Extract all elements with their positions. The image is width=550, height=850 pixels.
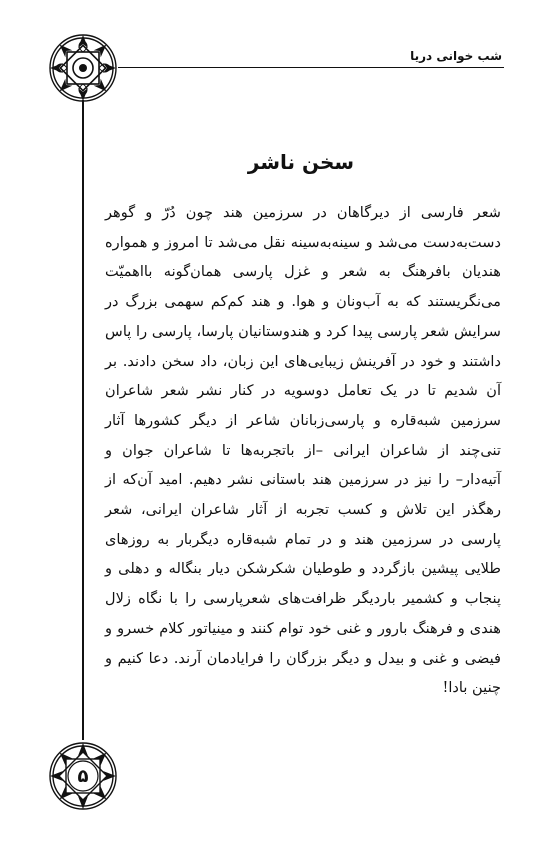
body-paragraph: شعر فارسی از دیرگاهان در سرزمین هند چون دُرّ و گوهر دست‌به‌دست می‌شد و سینه‌به‌سینه نقل می‌شد تا امروز و همواره هندیان بافرهنگ به شعر و غزل پارسی همان‌گونه بااهمیّت می‌نگریستند که به آب‌ونان و هوا. و هند کم‌کم سهمی بزرگ در سرایش شعر پارسی پیدا کرد و هندوستانیان پارسا، پارسی را پاس داشتند و خود در آفرینش زیبایی‌های این زبان، داد سخن دادند. بر آن شدیم تا در یک تعامل دوسویه در کنار نشر شعر شاعران سرزمین شبه‌قاره و پارسی‌زبانان شاعر از دیگر کشورها آثار تنی‌چند از شاعران ایرانی –از باتجربه‌ها تا شاعران جوان و آتیه‌دار– را نیز در سرزمین هند باستانی نشر دهیم. امید آن‌که از رهگذر این تلاش و کسب تجربه از آثار شاعران ایرانی، شعر پارسی در سرزمین هند و در تمام شبه‌قاره دیگربار به روزهای طلایی پیشین بازگردد و طوطیان شکرشکن دیار بنگاله و دهلی و پنجاب و کشمیر باردیگر ظرافت‌های شعرپارسی را با نگاه زلال هندی و فرهنگ بارور و غنی خود توام کنند و مینیاتور کلام خسرو و فیضی و غنی و بیدل و دیگر بزرگان را فرایادمان آرند. دعا کنیم و چنین بادا! bbox=[105, 204, 501, 697]
page-number: ۵ bbox=[77, 765, 89, 787]
margin-rule bbox=[82, 100, 84, 740]
header-rule bbox=[118, 67, 504, 68]
page-title: سخن ناشر bbox=[247, 150, 355, 174]
rosette-ornament-icon bbox=[47, 32, 119, 104]
running-title: شب خوانی دریا bbox=[410, 49, 502, 63]
